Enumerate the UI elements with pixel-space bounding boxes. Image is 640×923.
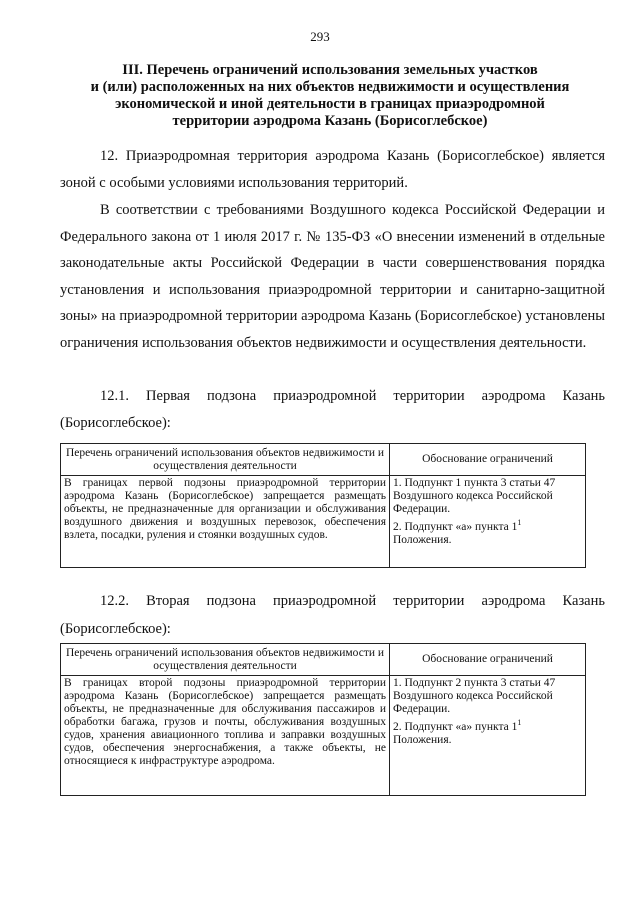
justification-cell (390, 476, 586, 568)
justification-cell (390, 676, 586, 796)
section-title-line: территории аэродрома Казань (Борисоглебское) (172, 113, 488, 129)
justification-item: Положения. (393, 733, 452, 746)
table-row (61, 476, 586, 568)
section-title-line: III. Перечень ограничений использования земельных участков (122, 62, 538, 78)
restrictions-table-subzone-2 (60, 643, 586, 796)
restriction-text: В границах второй подзоны приаэродромной территории аэродрома Казань (Борисоглебское) запрещается размещать объекты, не предназначенные для обслуживания пассажиров и обработки багажа, грузов и почты, обслуживания воздушных судов, хранения авиационного топлива и заправки воздушных судов, обеспечения энергоснабжения, а также объекты, не относящиеся к инфраструктуре аэродрома. (61, 676, 390, 796)
restrictions-table-subzone-1 (60, 443, 586, 568)
section-title (60, 62, 600, 130)
table-row (61, 676, 586, 796)
paragraph-12-2: 12.2. Вторая подзона приаэродромной территории аэродрома Казань (Борисоглебское): (60, 593, 605, 637)
section-title-line: и (или) расположенных на них объектов недвижимости и осуществления (90, 79, 570, 95)
paragraph-12-1: 12.1. Первая подзона приаэродромной территории аэродрома Казань (Борисоглебское): (60, 388, 605, 431)
header-restrictions: Перечень ограничений использования объектов недвижимости и осуществления деятельности (61, 444, 390, 476)
header-justification: Обоснование ограничений (390, 444, 586, 476)
paragraph-legal-basis: В соответствии с требованиями Воздушного кодекса Российской Федерации и Федерального закона от 1 июля 2017 г. № 135-ФЗ «О внесении изменений в отдельные законодательные акты Российской Федерации в части совершенствования порядка установления и использования приаэродромной территории и санитарно-защитной зоны» на приаэродромной территории аэродрома Казань (Борисоглебское) установлены ограничения использования объектов недвижимости и осуществления деятельности. (60, 202, 605, 351)
header-restrictions: Перечень ограничений использования объектов недвижимости и осуществления деятельности (61, 644, 390, 676)
section-title-line: экономической и иной деятельности в границах приаэродромной (115, 96, 545, 112)
table-header-row (61, 644, 586, 676)
paragraph-12: 12. Приаэродромная территория аэродрома Казань (Борисоглебское) является зоной с особыми условиями использования территорий. (60, 148, 605, 191)
justification-item-text: 2. Подпункт «а» пункта 1 (393, 520, 518, 533)
page-number: 293 (310, 29, 330, 44)
footnote-superscript: 1 (517, 518, 522, 527)
justification-item (393, 516, 582, 534)
restriction-text: В границах первой подзоны приаэродромной территории аэродрома Казань (Борисоглебское) запрещается размещать объекты, не предназначенные для организации и обслуживания воздушного движения и воздушных перевозок, обеспечения взлета, посадки, руления и стоянки воздушных судов. (61, 476, 390, 568)
justification-item-text: 2. Подпункт «а» пункта 1 (393, 720, 518, 733)
footnote-superscript: 1 (517, 718, 522, 727)
justification-item: 1. Подпункт 2 пункта 3 статьи 47 Воздушного кодекса Российской Федерации. (393, 677, 556, 715)
justification-item: Положения. (393, 533, 452, 546)
justification-item (393, 716, 582, 734)
table-header-row (61, 444, 586, 476)
header-justification: Обоснование ограничений (390, 644, 586, 676)
justification-item: 1. Подпункт 1 пункта 3 статьи 47 Воздушного кодекса Российской Федерации. (393, 477, 556, 515)
